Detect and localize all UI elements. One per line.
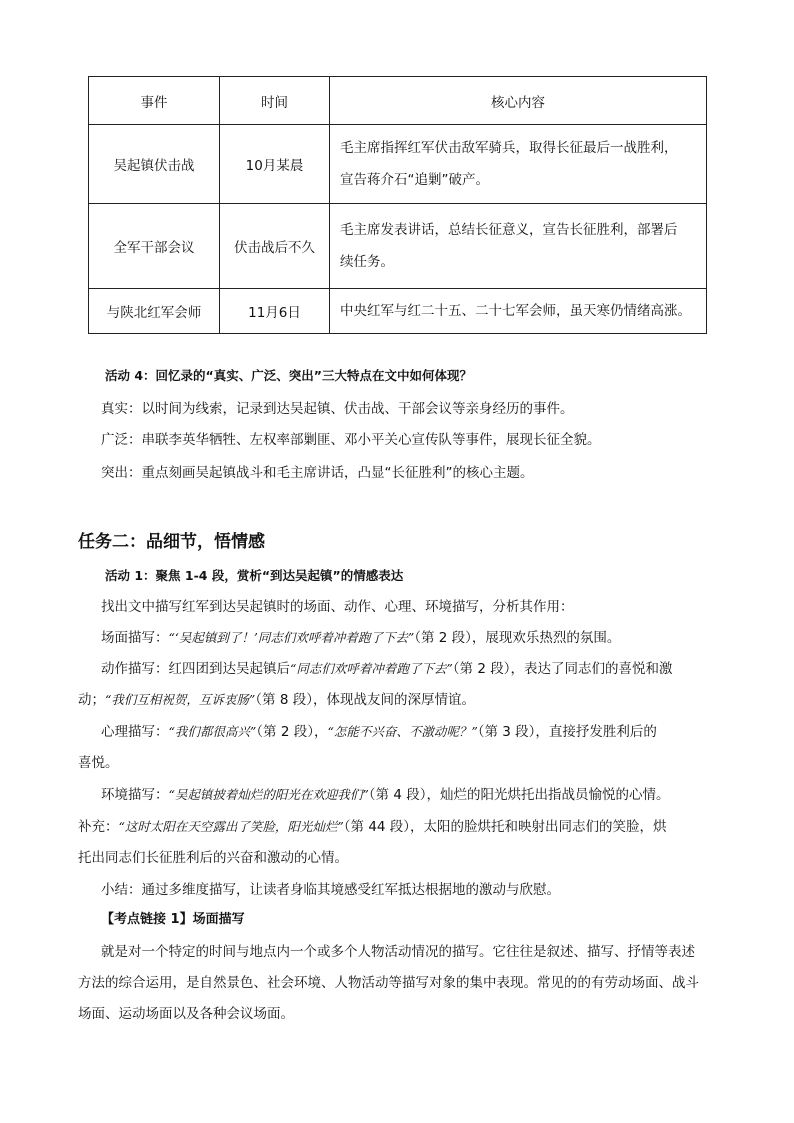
mind-description-line1 [101,723,657,741]
activity1-title: 活动 1：聚焦 1-4 段，赏析“到达吴起镇”的情感表达 [105,568,404,583]
table-row [89,289,707,334]
table-cell-event: 与陕北红军会师 [89,289,220,334]
env-description [101,786,669,804]
scene-rest: （第 2 段），展现欢乐热烈的氛围。 [414,630,621,646]
table-cell-time: 10月某晨 [220,125,330,204]
supplement-rest: （第 44 段），太阳的脸烘托和映射出同志们的笑脸，烘 [343,819,667,835]
activity1-intro: 找出文中描写红军到达吴起镇时的场面、动作、心理、环境描写，分析其作用： [101,599,574,615]
scene-description [101,629,620,647]
table-cell-event: 吴起镇伏击战 [89,125,220,204]
content-line: 续任务。 [340,254,394,270]
link-line: 场面、运动场面以及各种会议场面。 [78,1006,294,1022]
table-cell-event: 全军干部会议 [89,204,220,289]
mind-label: 心理描写： [101,724,169,740]
scene-label: 场面描写： [101,630,169,646]
action-rest1: （第 2 段），表达了同志们的喜悦和激 [452,661,673,677]
action-rest2: （第 8 段），体现战友间的深厚情谊。 [255,692,475,708]
events-table [88,76,707,334]
content-line: 毛主席指挥红军伏击敌军骑兵，取得长征最后一战胜利， [340,140,678,156]
link-line: 方法的综合运用，是自然景色、社会环境、人物活动等描写对象的集中表现。常见的的有劳动场面、战斗 [78,975,699,991]
env-quote: “吴起镇披着灿烂的阳光在欢迎我们” [168,787,369,802]
table-cell-time: 11月6日 [220,289,330,334]
table-header-row [89,77,707,125]
link-line: 就是对一个特定的时间与地点内一个或多个人物活动情况的描写。它往往是叙述、描写、抒情等表述 [101,944,695,960]
table-row [89,125,707,204]
supplement-label: 补充： [78,819,119,835]
supplement-line1 [78,818,667,836]
supplement-line2: 托出同志们长征胜利后的兴奋和激动的心情。 [78,850,348,866]
mind-description-line2: 喜悦。 [78,755,119,771]
action-description-line1 [101,660,672,678]
task2-heading: 任务二：品细节，悟情感 [78,532,265,552]
link-title: 【考点链接 1】场面描写 [101,912,245,927]
action-quote1: “同志们欢呼着冲着跑了下去” [290,661,453,676]
mind-rest: （第 3 段），直接抒发胜利后的 [477,724,657,740]
action-quote2: “我们互相祝贺，互诉衷肠” [105,692,256,707]
table-header-event: 事件 [89,77,220,125]
action-description-line2 [78,691,475,709]
content-line: 中央红军与红二十五、二十七军会师，虽天寒仍情绪高涨。 [340,303,691,319]
action-prefix2: 动； [78,692,105,708]
activity4-prominent: 突出：重点刻画吴起镇战斗和毛主席讲话，凸显“长征胜利”的核心主题。 [101,465,534,481]
env-rest: （第 4 段），灿烂的阳光烘托出指战员愉悦的心情。 [368,787,670,803]
table-cell-content [330,204,707,289]
table-row [89,204,707,289]
table-cell-content [330,125,707,204]
table-header-content: 核心内容 [330,77,707,125]
mind-mid: （第 2 段）， [256,724,328,740]
scene-quote: “‘吴起镇到了！’同志们欢呼着冲着跑了下去” [168,630,415,645]
content-line: 毛主席发表讲话，总结长征意义，宣告长征胜利，部署后 [340,222,678,238]
summary: 小结：通过多维度描写，让读者身临其境感受红军抵达根据地的激动与欣慰。 [101,882,560,898]
content-line: 宣告蒋介石“追剿”破产。 [340,172,489,188]
activity4-title: 活动 4：回忆录的“真实、广泛、突出”三大特点在文中如何体现？ [105,368,472,383]
activity4-real: 真实：以时间为线索，记录到达吴起镇、伏击战、干部会议等亲身经历的事件。 [101,401,574,417]
env-label: 环境描写： [101,787,169,803]
mind-quote1: “我们都很高兴” [168,724,257,739]
mind-quote2: “怎能不兴奋、不激动呢？” [327,724,478,739]
table-header-time: 时间 [220,77,330,125]
table-cell-content [330,289,707,334]
table-cell-time: 伏击战后不久 [220,204,330,289]
supplement-quote: “这时太阳在天空露出了笑脸，阳光灿烂” [118,819,344,834]
action-prefix: 动作描写：红四团到达吴起镇后 [101,661,290,677]
activity4-wide: 广泛：串联李英华牺牲、左权率部剿匪、邓小平关心宣传队等事件，展现长征全貌。 [101,432,601,448]
